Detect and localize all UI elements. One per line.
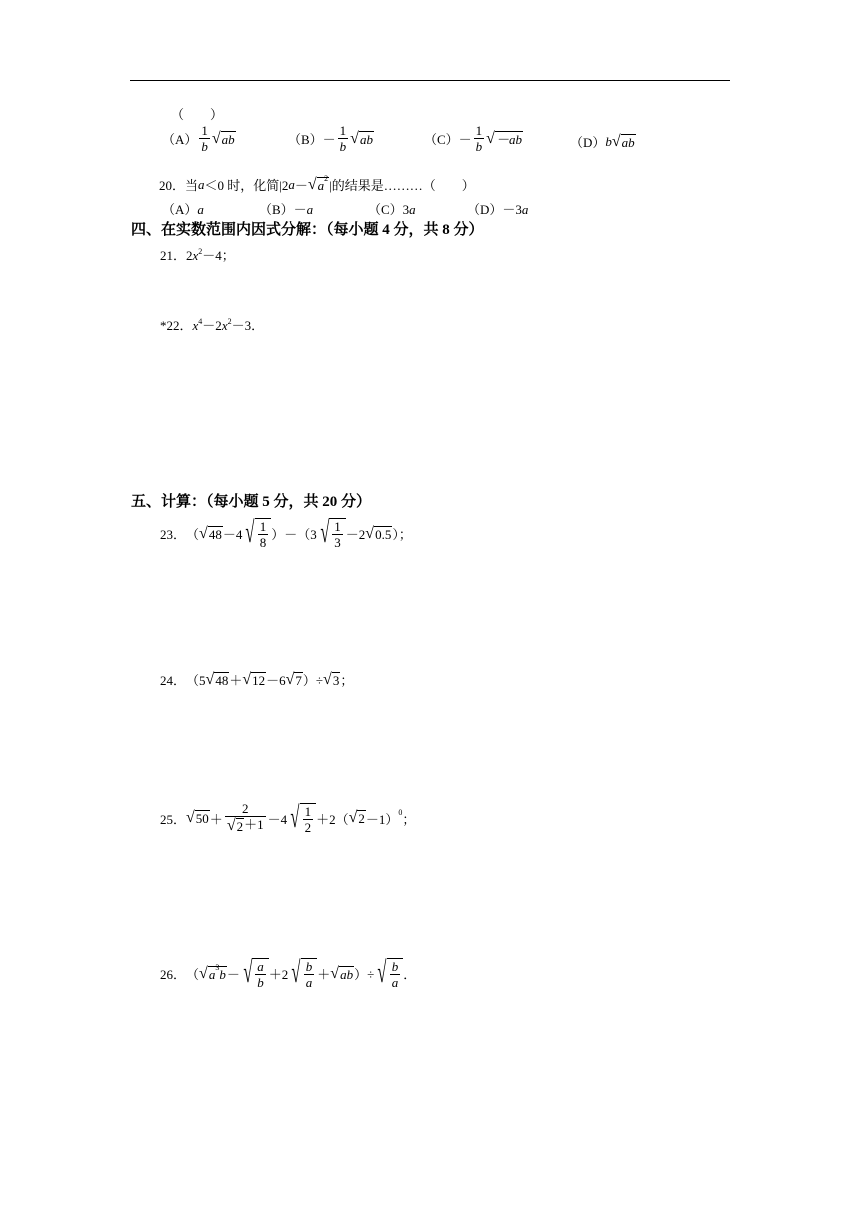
- exponent: 4: [198, 317, 203, 326]
- radical-sign: √: [285, 670, 295, 688]
- fraction: [303, 805, 314, 834]
- text: －: [226, 967, 240, 982]
- sqrt: [287, 800, 316, 835]
- radicand: ab: [621, 134, 635, 150]
- fraction: [304, 960, 315, 989]
- variable: b: [219, 966, 226, 982]
- option-value: a: [197, 202, 204, 217]
- text: ）÷: [354, 967, 375, 982]
- radicand: 50: [195, 811, 209, 827]
- q22: [160, 315, 264, 334]
- numerator: 2: [241, 801, 249, 816]
- radicand: [301, 958, 318, 989]
- radicand: 48: [208, 526, 222, 542]
- text: ）；: [392, 527, 412, 542]
- radicand: ab: [221, 131, 235, 147]
- denominator: b: [475, 139, 483, 154]
- text: 21．2: [160, 248, 193, 263]
- sqrt: [374, 958, 403, 989]
- exponent: 3: [215, 963, 220, 973]
- numerator: 1: [475, 123, 483, 138]
- radical-sign: √: [291, 956, 301, 989]
- text: ．: [403, 967, 417, 982]
- q20-stem: [159, 175, 475, 194]
- fraction: [255, 960, 266, 989]
- radical-sign: √: [307, 175, 317, 193]
- exponent: 2: [198, 247, 203, 256]
- option-value: a: [306, 202, 314, 217]
- numerator: 1: [334, 519, 341, 534]
- exponent: 2: [227, 317, 232, 326]
- denominator: 2: [304, 819, 312, 835]
- radicand: ab: [340, 966, 354, 982]
- sqrt: [212, 131, 236, 147]
- text: －2: [202, 318, 222, 333]
- denominator: b: [201, 139, 208, 154]
- numerator: 1: [259, 519, 267, 534]
- sqrt: [242, 672, 266, 688]
- radicand: [329, 518, 346, 549]
- text: |的结果是………（ ）: [329, 178, 475, 193]
- option-value: a: [409, 202, 416, 217]
- radical-sign: √: [186, 809, 195, 826]
- numerator: b: [305, 959, 313, 974]
- radicand: [208, 963, 227, 982]
- option-label: （D）: [570, 135, 606, 150]
- variable: a: [288, 176, 295, 192]
- radical-sign: √: [211, 129, 221, 147]
- sqrt: [349, 810, 366, 826]
- sqrt: [199, 526, 223, 542]
- radicand: ab: [359, 131, 373, 147]
- sqrt: [199, 963, 227, 982]
- q19-option-c: [424, 124, 523, 153]
- q19-options: [162, 124, 236, 153]
- header-rule: [130, 80, 730, 81]
- radicand: 3: [332, 672, 340, 688]
- variable: a: [198, 176, 205, 192]
- sqrt: [186, 810, 210, 826]
- text: ＋: [229, 673, 243, 688]
- numerator: 1: [304, 803, 312, 819]
- denominator: a: [305, 975, 313, 990]
- sqrt: [612, 134, 636, 150]
- radical-sign: √: [348, 809, 358, 826]
- q25: [160, 802, 415, 834]
- fraction: [199, 124, 210, 153]
- sqrt: [307, 174, 329, 193]
- fraction: [474, 124, 485, 153]
- q20-option-b: [259, 199, 313, 218]
- text: ；: [340, 673, 354, 688]
- variable: x: [192, 318, 199, 333]
- text: ）÷: [302, 673, 324, 688]
- denominator: a: [391, 975, 399, 990]
- numerator: a: [257, 959, 264, 974]
- radical-sign: √: [199, 964, 208, 982]
- numerator: 1: [339, 123, 347, 138]
- sqrt: [240, 958, 269, 989]
- q20-option-d: [467, 199, 528, 218]
- radical-sign: √: [243, 956, 253, 989]
- radical-sign: √: [205, 670, 215, 688]
- q24: [160, 670, 353, 689]
- text: ＋2: [268, 967, 289, 982]
- text: （: [186, 527, 200, 542]
- denominator: b: [257, 975, 264, 990]
- radical-sign: √: [323, 670, 332, 688]
- option-label: （A）: [162, 202, 198, 217]
- sqrt: [486, 131, 523, 147]
- coefficient: b: [605, 133, 612, 149]
- numerator: b: [391, 959, 399, 974]
- q19-option-b: [288, 124, 374, 153]
- sqrt: [286, 672, 303, 688]
- q20-option-c: [368, 199, 416, 218]
- radicand: －ab: [495, 131, 522, 147]
- fraction: [258, 520, 269, 549]
- question-number: 26．: [160, 967, 187, 982]
- text: －1）: [365, 811, 399, 827]
- radicand: [387, 958, 404, 989]
- radicand: 2: [358, 811, 365, 827]
- q21: [160, 245, 235, 264]
- q19-option-a: [162, 124, 236, 153]
- radical-sign: √: [377, 956, 387, 989]
- text: －4: [222, 527, 243, 542]
- sqrt: [330, 966, 354, 982]
- sqrt: [317, 518, 346, 549]
- fraction: [338, 124, 349, 153]
- text: （: [186, 967, 200, 982]
- radical-sign: √: [365, 524, 375, 542]
- exponent: 2: [324, 174, 329, 184]
- denominator: 8: [259, 535, 267, 550]
- sqrt: [365, 526, 392, 542]
- text: （5: [186, 673, 206, 688]
- q23: [160, 518, 412, 549]
- radicand: 12: [252, 672, 266, 688]
- radicand: [252, 958, 269, 989]
- sqrt: [350, 131, 374, 147]
- text: 20．当: [159, 178, 199, 193]
- sqrt: [227, 818, 244, 834]
- option-label: （C）－: [424, 132, 472, 147]
- radical-sign: √: [245, 516, 255, 549]
- variable: x: [192, 248, 199, 263]
- radical-sign: √: [199, 524, 208, 542]
- radicand: 0.5: [375, 526, 392, 542]
- radical-sign: √: [242, 670, 252, 688]
- sqrt: [242, 518, 271, 549]
- numerator: 1: [201, 123, 208, 138]
- fraction: [332, 520, 343, 549]
- radicand: [300, 803, 317, 834]
- option-label: （B）－: [259, 202, 307, 217]
- variable: a: [208, 966, 216, 982]
- fraction: [390, 960, 401, 989]
- radicand: 2: [236, 819, 244, 835]
- option-label: （C）3: [368, 202, 410, 217]
- denominator: 3: [334, 535, 341, 550]
- text: ＋2（: [316, 811, 349, 827]
- text: ＋: [317, 967, 331, 982]
- radical-sign: √: [320, 516, 330, 549]
- radical-sign: √: [330, 964, 340, 982]
- text: ）－（3: [271, 527, 317, 542]
- radicand: [255, 518, 272, 549]
- option-label: （B）－: [288, 132, 336, 147]
- text: －4: [267, 811, 288, 827]
- radical-sign: √: [611, 132, 621, 150]
- text: －: [294, 178, 308, 193]
- question-number: 25．: [160, 811, 187, 827]
- sqrt: [206, 672, 230, 688]
- q26: [160, 958, 416, 989]
- section-5-title: 五、计算：（每小题 5 分，共 20 分）: [131, 494, 372, 510]
- radical-sign: √: [350, 129, 359, 147]
- variable: a: [317, 177, 325, 193]
- radicand: 7: [295, 672, 302, 688]
- fraction: [225, 802, 266, 834]
- q20-option-a: [162, 199, 204, 218]
- question-number: 24．: [160, 673, 187, 688]
- radical-sign: √: [226, 817, 236, 835]
- sqrt: [288, 958, 317, 989]
- option-label: （A）: [162, 132, 198, 147]
- text: －2: [345, 527, 366, 542]
- text: ＜0 时，化简|2: [204, 178, 289, 193]
- text: ＋1: [244, 817, 264, 832]
- question-number: 23．: [160, 527, 187, 542]
- section-4-title: 四、在实数范围内因式分解：（每小题 4 分，共 8 分）: [131, 222, 484, 238]
- option-value: a: [521, 202, 529, 217]
- denominator: [225, 816, 266, 834]
- radical-sign: √: [486, 129, 495, 147]
- sqrt: [323, 672, 340, 688]
- radicand: [317, 174, 330, 193]
- radicand: 48: [215, 672, 229, 688]
- q19-option-d: [570, 132, 636, 151]
- denominator: b: [339, 139, 347, 154]
- q19-answer-paren: [171, 104, 223, 123]
- text: －4；: [202, 248, 235, 263]
- option-label: （D）－3: [467, 202, 522, 217]
- text: *22．: [160, 318, 193, 333]
- radical-sign: √: [290, 800, 300, 834]
- variable: x: [221, 318, 228, 333]
- answer-blank: （ ）: [171, 107, 224, 122]
- exponent: 0: [398, 807, 403, 817]
- text: －6: [266, 673, 286, 688]
- text: －3．: [231, 318, 265, 333]
- text: ＋: [209, 811, 223, 827]
- text: ；: [402, 811, 416, 827]
